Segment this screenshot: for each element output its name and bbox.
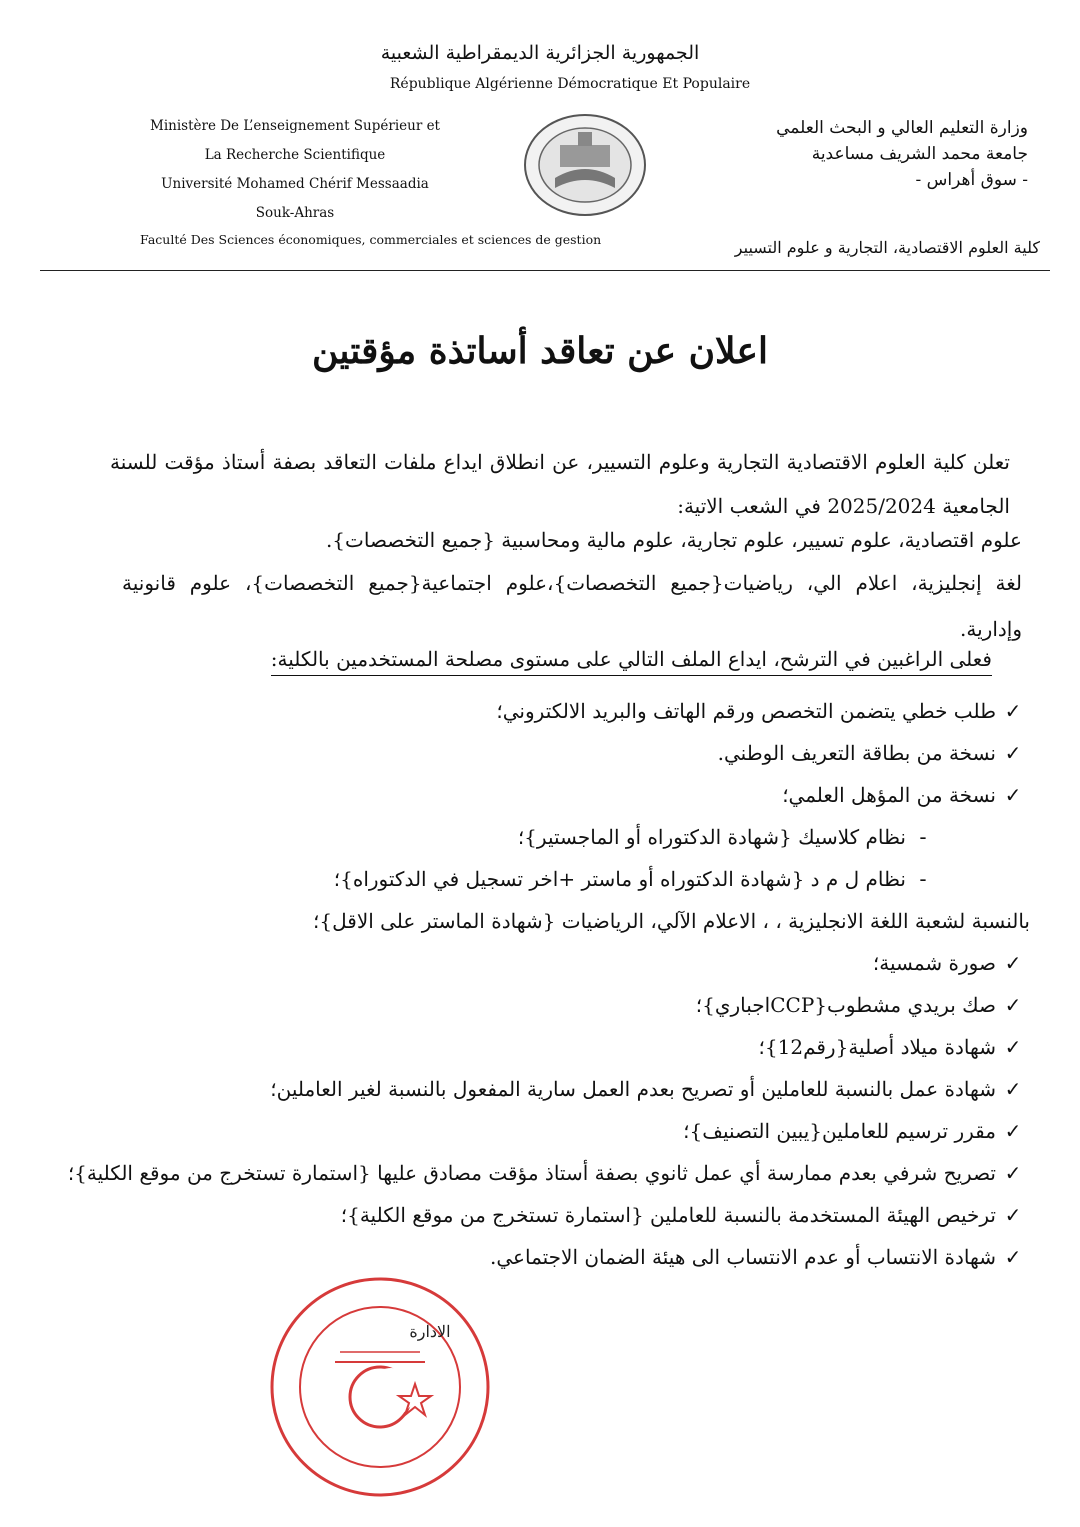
fields-line-1: علوم اقتصادية، علوم تسيير، علوم تجارية، علوم مالية ومحاسبية {جميع التخصصات}. [325, 528, 1022, 552]
checkmark-icon: ✓ [1004, 783, 1022, 807]
fields-line-2: لغة إنجليزية، اعلام الي، رياضيات{جميع التخصصات}،علوم اجتماعية{جميع التخصصات}، علوم قانونية وإدارية. [122, 571, 1022, 641]
list-item: ✓ شهادة ميلاد أصلية{رقم12}؛ [50, 1026, 1030, 1068]
checkmark-icon: ✓ [1004, 699, 1022, 723]
checkmark-icon: ✓ [1004, 741, 1022, 765]
faculty-ar: كلية العلوم الاقتصادية، التجارية و علوم التسيير [734, 238, 1040, 257]
official-stamp [265, 1272, 495, 1502]
checkmark-icon: ✓ [1004, 1035, 1022, 1059]
checkmark-icon: ✓ [1004, 1119, 1022, 1143]
documents-list [50, 690, 1030, 1278]
ministry-fr-line2: La Recherche Scientifique [204, 147, 386, 163]
institution-block-fr [150, 112, 440, 228]
list-item: بالنسبة لشعبة اللغة الانجليزية ، ، الاعلام الآلي، الرياضيات {شهادة الماستر على الاقل}؛ [313, 909, 1030, 933]
list-item: ✓ نسخة من بطاقة التعريف الوطني. [50, 732, 1030, 774]
list-item: ✓ صورة شمسية؛ [50, 942, 1030, 984]
list-item: - نظام كلاسيك {شهادة الدكتوراه أو الماجستير}؛ [50, 816, 1030, 858]
list-item: - نظام ل م د {شهادة الدكتوراه أو ماستر +اخر تسجيل في الدكتوراه}؛ [50, 858, 1030, 900]
faculty-fr: Faculté Des Sciences économiques, commerciales et sciences de gestion [140, 232, 602, 247]
checkmark-icon: ✓ [1004, 1077, 1022, 1101]
checkmark-icon: ✓ [1004, 993, 1022, 1017]
ministry-ar: وزارة التعليم العالي و البحث العلمي [776, 118, 1028, 138]
university-fr: Université Mohamed Chérif Messaadia [161, 176, 429, 192]
republic-title-ar: الجمهورية الجزائرية الديمقراطية الشعبية [380, 42, 700, 64]
checkmark-icon: ✓ [1004, 1203, 1022, 1227]
announcement-title: اعلان عن تعاقد أساتذة مؤقتين [311, 330, 768, 372]
checkmark-icon: ✓ [1004, 1161, 1022, 1185]
university-ar: جامعة محمد الشريف مساعدية [811, 144, 1028, 164]
city-fr: Souk-Ahras [255, 205, 335, 221]
city-ar: - سوق أهراس - [915, 170, 1028, 190]
apply-instruction: فعلى الراغبين في الترشح، ايداع الملف التالي على مستوى مصلحة المستخدمين بالكلية: [271, 643, 992, 676]
university-logo [520, 110, 650, 220]
intro-paragraph: تعلن كلية العلوم الاقتصادية التجارية وعلوم التسيير، عن انطلاق ايداع ملفات التعاقد بصفة أستاذ مؤقت للسنة الجامعية 2025/2024 في الشعب الاتية: [110, 450, 1010, 518]
list-item: ✓ نسخة من المؤهل العلمي؛ [50, 774, 1030, 816]
list-item: ✓ شهادة الانتساب أو عدم الانتساب الى هيئة الضمان الاجتماعي. [50, 1236, 1030, 1278]
ministry-fr-line1: Ministère De L’enseignement Supérieur et [150, 118, 440, 134]
republic-title-fr: République Algérienne Démocratique Et Populaire [389, 76, 751, 92]
checkmark-icon: ✓ [1004, 1245, 1022, 1269]
list-item: ✓ صك بريدي مشطوب{CCPاجباري}؛ [50, 984, 1030, 1026]
dash-bullet-icon: - [919, 867, 927, 891]
signature-label: الادارة [409, 1322, 451, 1341]
checkmark-icon: ✓ [1004, 951, 1022, 975]
header-divider [40, 270, 1050, 271]
list-item: ✓ تصريح شرفي بعدم ممارسة أي عمل ثانوي بصفة أستاذ مؤقت مصادق عليها {استمارة تستخرج من موقع الكلية}؛ [50, 1152, 1030, 1194]
dash-bullet-icon: - [919, 825, 927, 849]
list-item: ✓ طلب خطي يتضمن التخصص ورقم الهاتف والبريد الالكتروني؛ [50, 690, 1030, 732]
institution-block-ar [708, 115, 1028, 193]
list-item: ✓ مقرر ترسيم للعاملين{يبين التصنيف}؛ [50, 1110, 1030, 1152]
list-item: ✓ شهادة عمل بالنسبة للعاملين أو تصريح بعدم العمل سارية المفعول بالنسبة لغير العاملين؛ [50, 1068, 1030, 1110]
list-item: ✓ ترخيص الهيئة المستخدمة بالنسبة للعاملين {استمارة تستخرج من موقع الكلية}؛ [50, 1194, 1030, 1236]
